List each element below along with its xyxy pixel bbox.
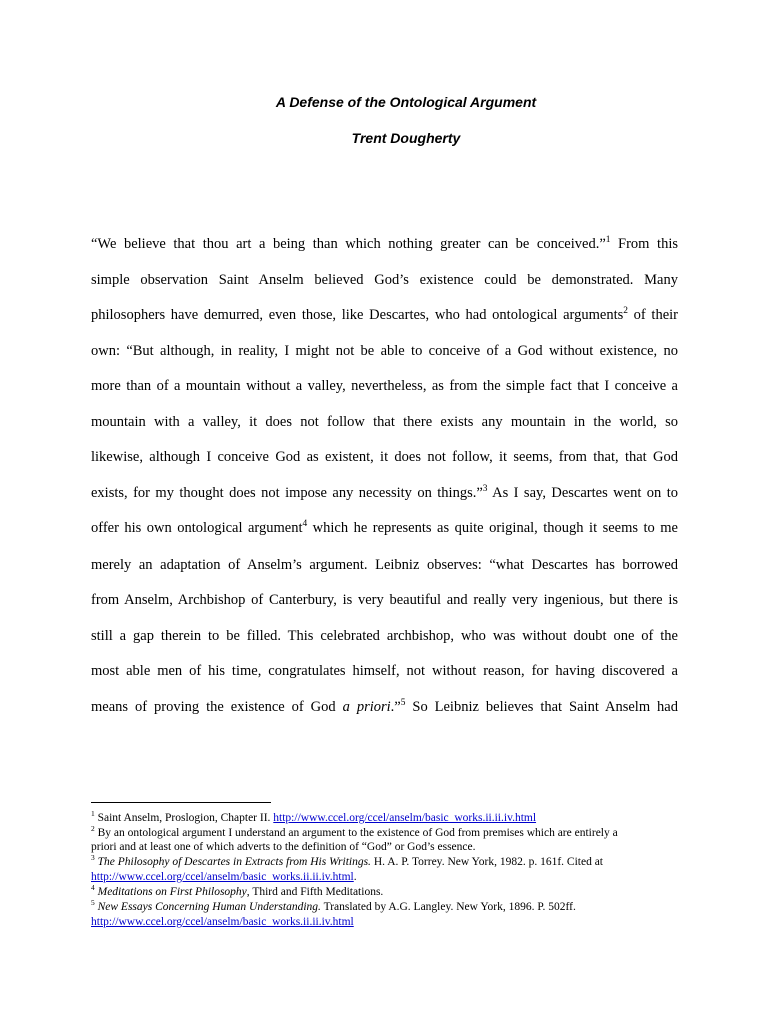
footnote (91, 900, 691, 914)
footnote (91, 885, 691, 899)
footnote-separator (91, 802, 271, 803)
footnote (91, 811, 691, 825)
footnote-text: H. A. P. Torrey. New York, 1982. p. 161f. Cited at (370, 856, 604, 868)
footnote-continuation (91, 915, 691, 929)
body-text-run: merely an adaptation of Anselm’s argument. Leibniz observes: “what Descartes has borrowed (91, 557, 678, 573)
body-text-italic: a priori (342, 699, 391, 715)
footnote-text: . (353, 871, 357, 883)
body-line (91, 518, 678, 538)
footnote-link[interactable]: http://www.ccel.org/ccel/anselm/basic_works.ii.ii.iv.html (91, 871, 354, 883)
document-title: A Defense of the Ontological Argument (275, 94, 537, 110)
body-text-run: exists, for my thought does not impose any necessity on things.” (91, 485, 483, 501)
body-text-run: which he represents as quite original, though it seems to me (307, 520, 678, 536)
footnote-ref[interactable]: 5 (400, 698, 406, 709)
footnote-text: Translated by A.G. Langley. New York, 1896. P. 502ff. (320, 901, 576, 913)
body-line (91, 626, 678, 646)
footnote-link[interactable]: http://www.ccel.org/ccel/anselm/basic_works.ii.ii.iv.html (273, 812, 537, 824)
body-text-run: “We believe that thou art a being than which nothing greater can be conceived.” (91, 236, 606, 252)
body-text-run: from Anselm, Archbishop of Canterbury, is very beautiful and really very ingenious, but there is (91, 592, 678, 608)
body-text-run: offer his own ontological argument (91, 520, 303, 536)
footnote (91, 826, 691, 840)
footnote-title: Meditations on First Philosophy (94, 886, 247, 898)
body-line (91, 697, 678, 717)
footnote-ref[interactable]: 3 (482, 484, 488, 495)
footnote-text: By an ontological argument I understand an argument to the existence of God from premises which are entirely a (94, 827, 618, 839)
body-text-run: simple observation Saint Anselm believed God’s existence could be demonstrated. Many (91, 272, 678, 288)
body-line (91, 412, 678, 432)
body-text-run: As I say, Descartes went on to (487, 485, 678, 501)
footnote-text: Saint Anselm, Proslogion, Chapter II. (94, 812, 274, 824)
body-text-run: philosophers have demurred, even those, like Descartes, who had ontological arguments (91, 307, 624, 323)
body-line (91, 661, 678, 681)
footnote-number: 5 (91, 898, 95, 908)
body-text-run: means of proving the existence of God (91, 699, 343, 715)
body-line (91, 376, 678, 396)
body-line (91, 555, 678, 575)
footnote (91, 855, 691, 869)
footnote-text: priori and at least one of which adverts to the definition of “God” or God’s essence. (91, 841, 476, 853)
footnote-number: 2 (91, 824, 95, 834)
body-text-run: So Leibniz believes that Saint Anselm had (405, 699, 678, 715)
footnote-title: New Essays Concerning Human Understanding. (94, 901, 321, 913)
body-text-run: most able men of his time, congratulates himself, not without reason, for having discovered a (91, 663, 678, 679)
footnote-continuation (91, 870, 691, 884)
body-text-run: own: “But although, in reality, I might not be able to conceive of a God without existence, no (91, 343, 678, 359)
footnote-ref[interactable]: 4 (302, 519, 308, 530)
body-text-run: likewise, although I conceive God as existent, it does not follow, it seems, from that, that God (91, 449, 678, 465)
body-text-run: .” (390, 699, 401, 715)
footnote-continuation (91, 840, 691, 854)
body-line (91, 305, 678, 325)
body-text-run: still a gap therein to be filled. This celebrated archbishop, who was without doubt one of the (91, 628, 678, 644)
footnote-number: 1 (91, 809, 95, 819)
body-line (91, 483, 678, 503)
body-text-run: mountain with a valley, it does not follow that there exists any mountain in the world, so (91, 414, 678, 430)
footnote-number: 3 (91, 853, 95, 863)
body-text-run: From this (610, 236, 678, 252)
footnote-ref[interactable]: 2 (623, 306, 628, 317)
body-line (91, 447, 678, 467)
body-text-run: of their (627, 307, 678, 323)
body-text-run: more than of a mountain without a valley, nevertheless, as from the simple fact that I conceive a (91, 378, 678, 394)
footnote-title: The Philosophy of Descartes in Extracts from His Writings. (94, 856, 371, 868)
body-line (91, 270, 678, 290)
body-line (91, 341, 678, 361)
body-line (91, 590, 678, 610)
footnote-text: , Third and Fifth Meditations. (246, 886, 384, 898)
document-author: Trent Dougherty (351, 130, 461, 146)
footnote-ref[interactable]: 1 (605, 235, 611, 246)
body-line (91, 234, 678, 254)
footnote-number: 4 (91, 883, 95, 893)
footnote-link[interactable]: http://www.ccel.org/ccel/anselm/basic_works.ii.ii.iv.html (91, 916, 354, 928)
